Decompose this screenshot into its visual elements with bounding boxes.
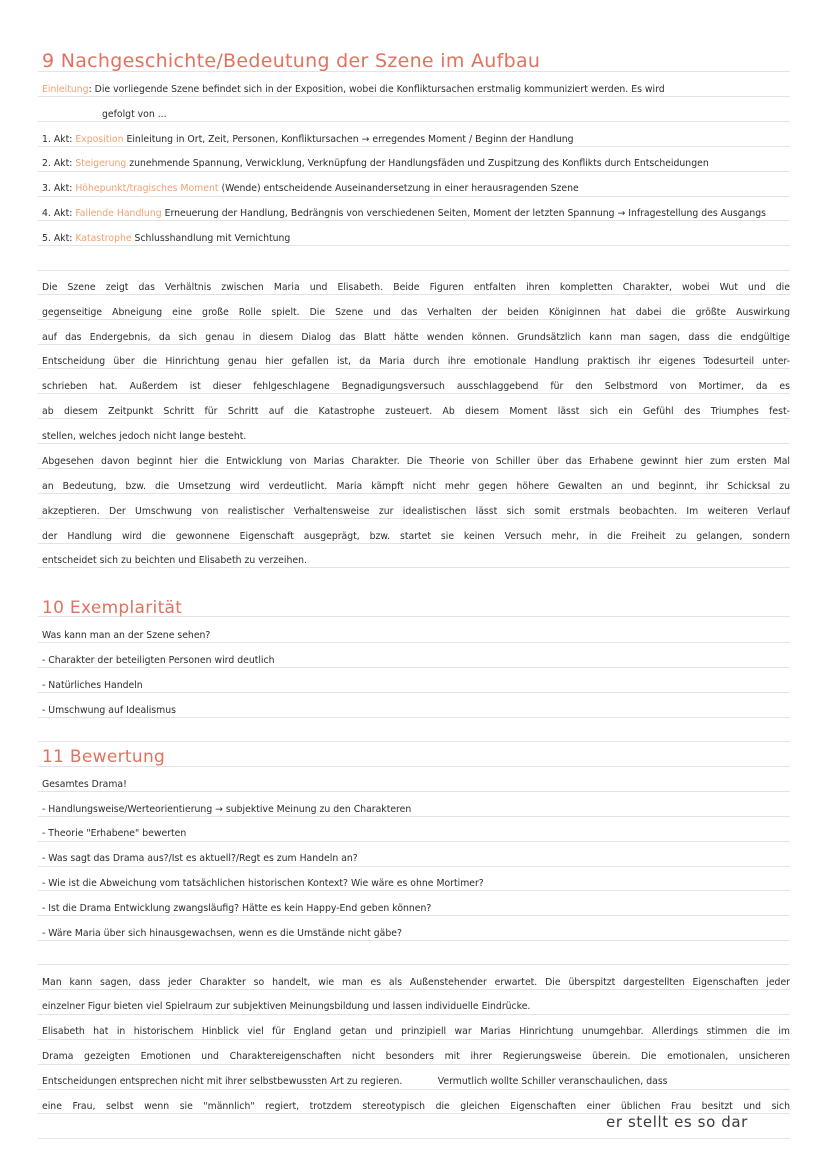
ruled-line <box>38 841 790 842</box>
ruled-line <box>38 493 790 494</box>
paragraph-line: Entscheidungen entsprechen nicht mit ihrer selbstbewussten Art zu regieren. Vermutlich wollte Schiller veranschaulichen, dass <box>42 1076 668 1087</box>
act-term: Steigerung <box>75 158 127 169</box>
paragraph-line: Drama gezeigten Emotionen und Charaktereigenschaften nicht besonders mit ihrer Regierungsweise überein. Die emotionalen, unsicheren <box>42 1051 790 1062</box>
list-item: - Umschwung auf Idealismus <box>42 705 176 716</box>
ruled-line <box>38 146 790 147</box>
act-term: Höhepunkt/tragisches Moment <box>75 183 219 194</box>
ruled-line <box>38 989 790 990</box>
ruled-line <box>38 717 790 718</box>
ruled-line <box>38 791 790 792</box>
paragraph-line: an Bedeutung, bzw. die Umsetzung wird verdeutlicht. Maria kämpft nicht mehr gegen höhere Gewalten an und beginnt, ihr Schicksal zu <box>42 481 790 492</box>
intro-continuation: gefolgt von ... <box>102 109 167 120</box>
ruled-line <box>38 368 790 369</box>
ruled-line <box>38 642 790 643</box>
act-text: (Wende) entscheidende Auseinandersetzung in einer herausragenden Szene <box>218 183 579 194</box>
paragraph-line: gegenseitige Abneigung eine große Rolle spielt. Die Szene und das Verhalten der beiden Königinnen hat dabei die größte Auswirkung <box>42 307 790 318</box>
ruled-line <box>38 96 790 97</box>
paragraph-line: Die Szene zeigt das Verhältnis zwischen Maria und Elisabeth. Beide Figuren entfalten ihren kompletten Charakter, wobei Wut und die <box>42 282 790 293</box>
intro-line <box>42 84 790 96</box>
ruled-line <box>38 443 790 444</box>
ruled-line <box>38 196 790 197</box>
paragraph-line: Abgesehen davon beginnt hier die Entwicklung von Marias Charakter. Die Theorie von Schiller über das Erhabene gewinnt hier zum ersten Mal <box>42 456 790 467</box>
act-text: zunehmende Spannung, Verwicklung, Verknüpfung der Handlungsfäden und Zuspitzung des Konflikts durch Entscheidungen <box>126 158 709 169</box>
ruled-line <box>38 1064 790 1065</box>
ruled-line <box>38 692 790 693</box>
ruled-line <box>38 245 790 246</box>
ruled-line <box>38 319 790 320</box>
paragraph-line: ab diesem Zeitpunkt Schritt für Schritt auf die Katastrophe zusteuert. Ab diesem Moment lässt sich ein Gefühl des Triumphes fest- <box>42 406 790 417</box>
ruled-line <box>38 567 790 568</box>
ruled-line <box>38 518 790 519</box>
list-item: - Handlungsweise/Werteorientierung → subjektive Meinung zu den Charakteren <box>42 804 412 815</box>
ruled-line <box>38 344 790 345</box>
handwritten-note: er stellt es so dar <box>606 1113 748 1131</box>
ruled-line <box>38 543 790 544</box>
act-line-5 <box>42 233 790 245</box>
act-prefix: 5. Akt: <box>42 233 76 244</box>
act-text: Erneuerung der Handlung, Bedrängnis von verschiedenen Seiten, Moment der letzten Spannung → Infragestellung des Ausgangs <box>161 208 767 219</box>
ruled-line <box>38 866 790 867</box>
list-item: - Theorie "Erhabene" bewerten <box>42 828 187 839</box>
section-10-heading: 10 Exemplarität <box>42 598 183 618</box>
ruled-line <box>38 890 790 891</box>
intro-text: : Die vorliegende Szene befindet sich in der Exposition, wobei die Konfliktursachen erstmalig kommuniziert werden. Es wird <box>88 84 665 95</box>
paragraph-line: schrieben hat. Außerdem ist dieser fehlgeschlagene Begnadigungsversuch ausschlaggebend für den Selbstmord von Mortimer, da es <box>42 381 790 392</box>
act-text: Schlusshandlung mit Vernichtung <box>131 233 291 244</box>
list-item: - Ist die Drama Entwicklung zwangsläufig? Hätte es kein Happy-End geben können? <box>42 903 432 914</box>
paragraph-line: der Handlung wird die gewonnene Eigenschaft ausgeprägt, bzw. startet sie keinen Versuch mehr, in die Freiheit zu gelangen, sondern <box>42 531 790 542</box>
paragraph-line: akzeptieren. Der Umschwung von realistischer Verhaltensweise zur idealistischen lässt sich somit erstmals beobachten. Im weiteren Verlauf <box>42 506 790 517</box>
list-item: Gesamtes Drama! <box>42 779 127 790</box>
list-item: - Was sagt das Drama aus?/Ist es aktuell?/Regt es zum Handeln an? <box>42 853 358 864</box>
ruled-line <box>38 940 790 941</box>
ruled-line <box>38 741 790 742</box>
ruled-line <box>38 171 790 172</box>
list-item: - Wäre Maria über sich hinausgewachsen, wenn es die Umstände nicht gäbe? <box>42 928 402 939</box>
ruled-line <box>38 220 790 221</box>
ruled-line <box>38 667 790 668</box>
act-line-1 <box>42 134 790 146</box>
ruled-line <box>38 1089 790 1090</box>
ruled-line <box>38 915 790 916</box>
paragraph-line: Man kann sagen, dass jeder Charakter so handelt, wie man es als Außenstehender erwartet. Die überspitzt dargestellten Eigenschaften jeder <box>42 977 790 988</box>
list-item: - Natürliches Handeln <box>42 680 143 691</box>
ruled-line <box>38 1014 790 1015</box>
paragraph-line: Entscheidung über die Hinrichtung genau hier gefallen ist, da Maria durch ihre emotionale Handlung praktisch ihr eigenes Todesurteil unter- <box>42 356 790 367</box>
list-item: - Charakter der beteiligten Personen wird deutlich <box>42 655 275 666</box>
ruled-line <box>38 418 790 419</box>
paragraph-line: einzelner Figur bieten viel Spielraum zur subjektiven Meinungsbildung und lassen individuelle Eindrücke. <box>42 1001 531 1012</box>
ruled-line <box>38 393 790 394</box>
list-item: Was kann man an der Szene sehen? <box>42 630 211 641</box>
ruled-line <box>38 121 790 122</box>
list-item: - Wie ist die Abweichung vom tatsächlichen historischen Kontext? Wie wäre es ohne Mortimer? <box>42 878 484 889</box>
ruled-line <box>38 816 790 817</box>
act-prefix: 2. Akt: <box>42 158 76 169</box>
act-prefix: 1. Akt: <box>42 134 76 145</box>
section-11-heading: 11 Bewertung <box>42 747 166 767</box>
ruled-line <box>38 294 790 295</box>
ruled-line <box>38 1138 790 1139</box>
ruled-line <box>38 1039 790 1040</box>
paragraph-line: entscheidet sich zu beichten und Elisabeth zu verzeihen. <box>42 555 307 566</box>
paragraph-line: eine Frau, selbst wenn sie "männlich" regiert, trotzdem stereotypisch die gleichen Eigenschaften einer üblichen Frau besitzt und sich <box>42 1101 790 1112</box>
ruled-line <box>38 964 790 965</box>
ruled-line <box>38 270 790 271</box>
act-term: Katastrophe <box>75 233 132 244</box>
act-prefix: 4. Akt: <box>42 208 76 219</box>
act-text: Einleitung in Ort, Zeit, Personen, Konfliktursachen → erregendes Moment / Beginn der Handlung <box>123 134 574 145</box>
section-9-heading: 9 Nachgeschichte/Bedeutung der Szene im Aufbau <box>42 50 541 72</box>
paragraph-line: auf das Endergebnis, da sich genau in diesem Dialog das Blatt hätte wenden können. Grundsätzlich kann man sagen, dass die endgültige <box>42 332 790 343</box>
act-line-4 <box>42 208 790 220</box>
act-prefix: 3. Akt: <box>42 183 76 194</box>
intro-label: Einleitung <box>42 84 89 95</box>
act-line-3 <box>42 183 790 195</box>
paragraph-line: stellen, welches jedoch nicht lange besteht. <box>42 431 247 442</box>
act-term: Fallende Handlung <box>75 208 162 219</box>
paragraph-line: Elisabeth hat in historischem Hinblick viel für England getan und prinzipiell war Marias Hinrichtung unumgehbar. Allerdings stimmen die im <box>42 1026 790 1037</box>
act-line-2 <box>42 158 790 170</box>
act-term: Exposition <box>75 134 124 145</box>
ruled-line <box>38 468 790 469</box>
